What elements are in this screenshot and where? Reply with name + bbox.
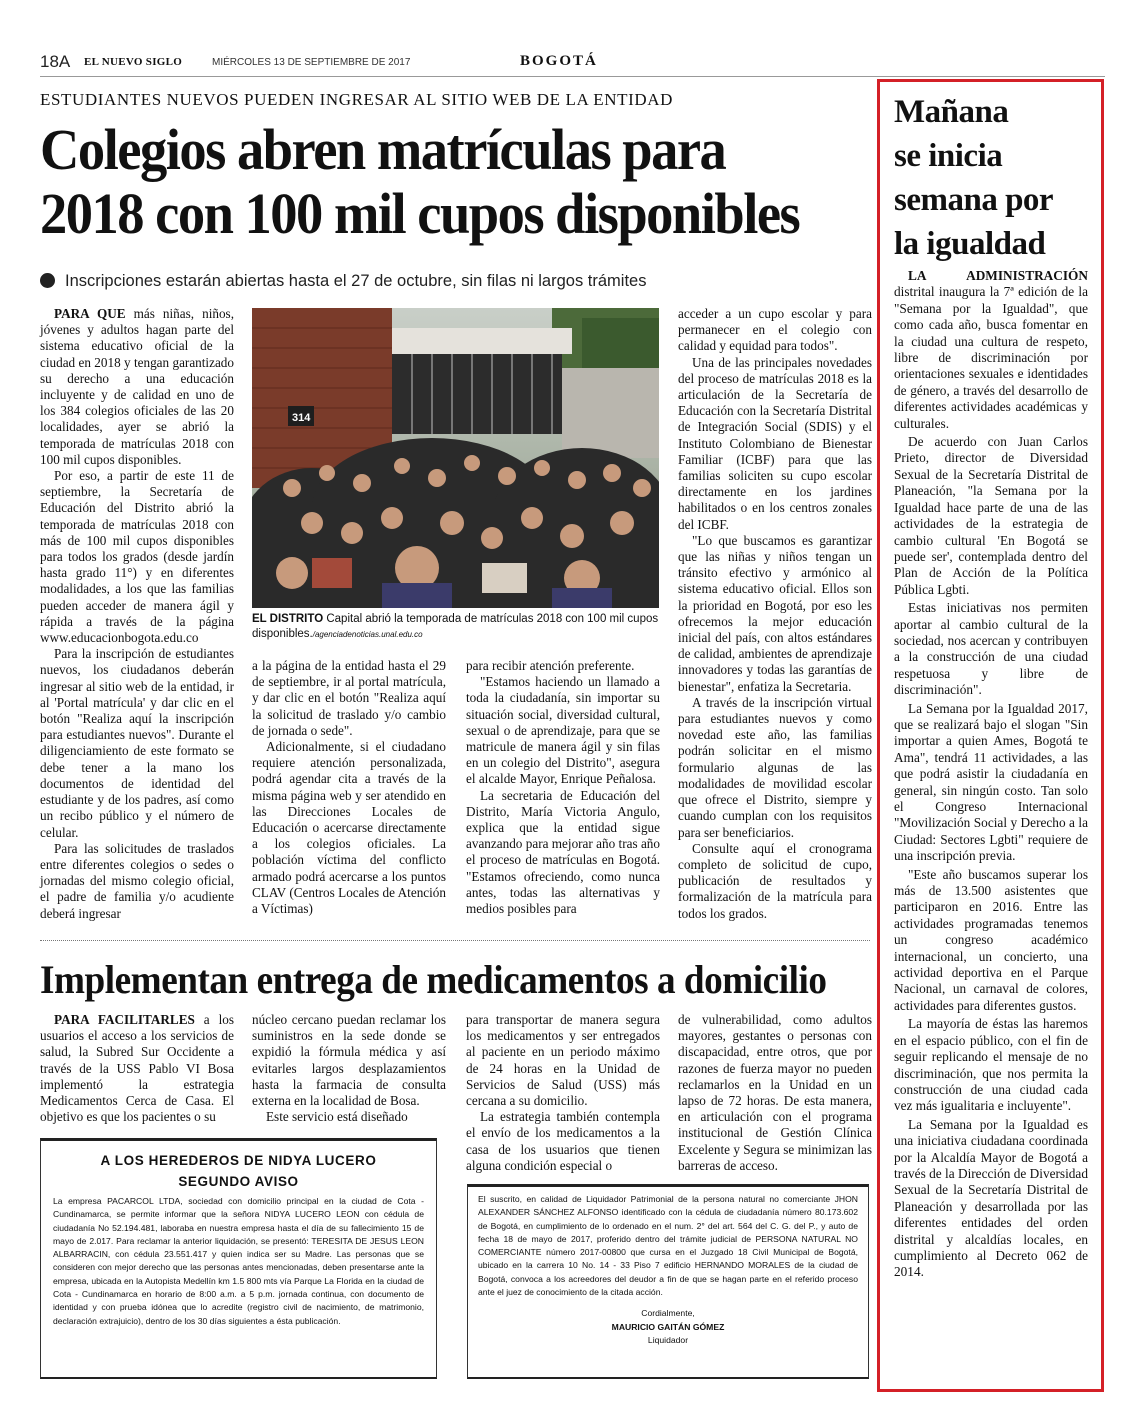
lead-in: PARA QUE — [54, 306, 126, 321]
notice-body: La empresa PACARCOL LTDA, sociedad con domicilio principal en la ciudad de Cota - Cundinamarca, se permite informar que la señora NIDYA LUCERO LEON con cédula de ciudadanía No 52.194.481, laboraba en nuestra empresa hasta el día de su fallecimiento 15 de mayo de 2.017. Para reclamar la anterior liquidación, se presentó: TERESITA DE JESUS LEON ALBARRACIN, con cédula 23.551.417 y quien indica ser su Madre. Las personas que se consideren con mejor derecho que las personas antes mencionadas, deben presentarse ante la empresa, ubicada en la Autopista Medellín km 1.5 800 mts vía Parque La Florida en la ciudad de Cota - Cundinamarca en horario de 8:00 a.m. a 5 p.m. jornada continua, con documento de identidad y con prueba idónea que lo acredite (registro civil de nacimiento, de matrimonio, declaración extrajuicio), dentro de los 30 días siguientes a ésta publicación. — [53, 1196, 424, 1326]
main-column-3 — [466, 658, 660, 917]
paragraph: PARA QUE más niñas, niños, jóvenes y adultos hagan parte del sistema educativo oficial de la ciudad en 2018 y tengan garantizado su derecho a una educación incluyente y de calidad en uno de los 384 colegios oficiales de las 20 localidades, ayer se abrió la temporada de matrículas 2018 con 100 mil cupos disponibles. — [40, 306, 234, 467]
page-header — [40, 50, 1105, 77]
paragraph: La estrategia también contempla el envío de los medicamentos a la casa de los usuarios que tienen alguna condición especial o — [466, 1109, 660, 1173]
paragraph: "Estamos haciendo un llamado a toda la ciudadanía, sin importar su situación social, diversidad cultural, sexual o de aprendizaje, para que se matricule de manera ágil y sin filas en un colegio del Distrito", asegura el alcalde Mayor, Enrique Peñalosa. — [466, 674, 660, 787]
main-headline — [40, 118, 820, 246]
section-name: BOGOTÁ — [520, 53, 598, 69]
second-column-3 — [466, 1012, 660, 1174]
paragraph: acceder a un cupo escolar y para permanecer en el colegio con calidad y equidad para todos". — [678, 306, 872, 354]
paragraph: Una de las principales novedades del proceso de matrículas 2018 es la articulación de la Secretaría de Educación con la Secretaría Distrital de Integración Social (SDIS) y el Instituto Colombiano de Bienestar Familiar (ICBF) para que las familias soliciten su cupo escolar directamente en los jardines habilitados o en los centros zonales del ICBF. — [678, 354, 872, 532]
paragraph: PARA FACILITARLES a los usuarios el acceso a los servicios de salud, la Subred Sur Occidente a través de la USS Pablo VI Bosa implementó la estrategia Medicamentos Cerca de Casa. El objetivo es que los pacientes o su — [40, 1012, 234, 1125]
paragraph: para recibir atención preferente. — [466, 658, 635, 673]
paragraph: De acuerdo con Juan Carlos Prieto, director de Diversidad Sexual de la Secretaría Distrital de Planeación, "la Semana por la Igualdad hace parte de una de las actividades de la estrategia de cambio cultural 'En Bogotá se puede ser', contemplada dentro del Plan de Acción de la Política Pública Lgbti. — [894, 434, 1088, 597]
paragraph: A través de la inscripción virtual para estudiantes nuevos y como novedad este año, las familias podrán solicitar en el mismo formulario algunas de las modalidades de movilidad escolar que ofrece el Distrito, siempre y cuando cumplan con los requisitos para ser beneficiarios. — [678, 694, 872, 840]
lead-in: LA ADMINISTRACIÓN — [908, 268, 1088, 283]
paragraph: Por eso, a partir de este 11 de septiembre, la Secretaría de Educación del Distrito abrió la temporada de matrículas 2018 con más de 100 mil cupos disponibles para todos los grados (desde jardín hasta grado 11°) y en diferentes modalidades, a los que las familias pueden acceder de manera ágil y rápida a través de la página www.educacionbogota.edu.co — [40, 468, 234, 646]
main-column-1 — [40, 306, 234, 922]
notice-subtitle: SEGUNDO AVISO — [178, 1174, 299, 1189]
caption-text: Capital abrió la temporada de matrículas 2018 con 100 mil cupos disponibles. — [252, 613, 659, 640]
caption-lead: EL DISTRITO — [252, 613, 324, 625]
notice-signer: MAURICIO GAITÁN GÓMEZ — [611, 1321, 725, 1332]
paragraph: Consulte aquí el cronograma completo de solicitud de cupo, publicación de resultados y formalización de la matrícula para todos los grados. — [678, 840, 872, 921]
paragraph: La mayoría de éstas las haremos en el espacio público, con el fin de seguir replicando el mensaje de no discriminación, que nos permita la construcción de una ciudad cada vez más igualitaria e incluyente". — [894, 1016, 1088, 1114]
paragraph: "Lo que buscamos es garantizar que las niñas y niños tengan un tránsito efectivo y armónico al sistema educativo oficial. Ellos son la prioridad en Bogotá, por eso les ofrecemos la mejor educación inicial del país, con altos estándares de calidad, ambientes de aprendizaje innovadores y todas las garantías de bienestar", enfatiza la Secretaria. — [678, 532, 872, 694]
paragraph: La secretaria de Educación del Distrito, María Victoria Angulo, explica que la entidad sigue avanzando para mejorar año tras año el proceso de matrículas en Bogotá. "Estamos ofreciendo, como nunca antes, todas las alternativas y medios posibles para — [466, 787, 660, 917]
paragraph: La Semana por la Igualdad 2017, que se realizará bajo el slogan "Sin importar a quien Ames, Bogotá te Ama", tendrá 11 actividades, a las que podrá asistir la ciudadanía en general, sin ningún costo. Tan solo el Congreso Internacional "Movilización Social y Derecho a la Ciudad: Sectores Lgbti" requiere de una inscripción previa. — [894, 700, 1088, 864]
paragraph: para transportar de manera segura los medicamentos y ser entregados al paciente en un periodo máximo de 24 horas en la Unidad de Servicios de Salud (USS) más cercana a su domicilio. — [466, 1012, 660, 1109]
sidebar-body — [894, 268, 1088, 1283]
paragraph: Para la inscripción de estudiantes nuevos, los ciudadanos deberán ingresar al sitio web de la entidad, ir al 'Portal matrícula' y dar clic en el botón "Realiza aquí la inscripción para estudiantes nuevos". Durante el diligenciamiento de este formato se debe tener a la mano los documentos de identidad del estudiante y de los padres, así como un recibo público y el número de celular. — [40, 646, 234, 840]
paragraph: núcleo cercano puedan reclamar los suministros en la sede donde se expidió la fórmula médica y así evitarles largos desplazamientos hasta la farmacia de consulta externa en la localidad de Bosa. — [252, 1012, 446, 1109]
main-column-2 — [252, 658, 446, 917]
notice-closing: Cordialmente, — [641, 1308, 695, 1319]
paragraph: Para las solicitudes de traslados entre diferentes colegios o sedes o jornadas del mismo colegio oficial, el padre de familia y/o acudiente deberá ingresar — [40, 840, 234, 921]
second-column-2 — [252, 1012, 446, 1125]
sidebar-story — [877, 79, 1104, 1392]
section-divider — [40, 940, 870, 941]
notice-title: A LOS HEREDEROS DE NIDYA LUCERO — [100, 1153, 377, 1168]
page-number: 18A — [40, 52, 71, 71]
legal-notice-liquidator — [467, 1184, 869, 1379]
notice-role: Liquidador — [647, 1334, 689, 1345]
notice-body: El suscrito, en calidad de Liquidador Patrimonial de la persona natural no comerciante JHON ALEXANDER SÁNCHEZ ALFONSO identificado con la cédula de ciudadanía número 80.173.602 de Bogotá, en cumplimiento de lo ordenado en el num. 2° del art. 564 del C. G. del P., y auto de fecha 18 de mayo de 2017, proferido dentro del trámite judicial de PERSONA NATURAL NO COMERCIANTE número 2017-00800 que cursa en el Juzgado 18 Civil Municipal de Bogotá, ubicado en la carrera 10 No. 14 - 33 Piso 7 edificio HERNANDO MORALES de la ciudad de Bogotá, convoca a los acreedores del deudor a fin de que se hagan parte en el referido proceso ante el juez de conocimiento de la citada acción. — [478, 1194, 858, 1298]
photo-credit: /agenciadenoticias.unal.edu.co — [312, 630, 423, 639]
paragraph: Adicionalmente, si el ciudadano requiere atención personalizada, podrá agendar cita a través de la misma página web y ser atendido en las Direcciones Locales de Educación o acercarse directamente a los colegios oficiales. La población víctima del conflicto armado podrá acercarse a los puntos CLAV (Centros Locales de Atención a Víctimas) — [252, 739, 446, 917]
newspaper-name: EL NUEVO SIGLO — [84, 56, 183, 68]
lead-in: PARA FACILITARLES — [54, 1012, 195, 1027]
paragraph: de vulnerabilidad, como adultos mayores, gestantes o personas con discapacidad, entre otros, que por razones de fuerza mayor no pueden reclamarlos en la Unidad en un lapso de 72 horas. De esta manera, en articulación con el programa institucional de Gestión Clínica Excelente y Segura se minimizan las barreras de acceso. — [678, 1012, 872, 1173]
main-column-4 — [678, 306, 872, 922]
subhead-text: Inscripciones estarán abiertas hasta el 27 de octubre, sin filas ni largos trámites — [65, 272, 647, 290]
room-sign: 314 — [292, 412, 311, 424]
paragraph: La Semana por la Igualdad es una iniciativa ciudadana coordinada por la Alcaldía Mayor de Bogotá a través de la Dirección de Diversidad Sexual de la Secretaría Distrital de Planeación y desarrollada por las diferentes entidades del orden distrital y alcaldías locales, en cumplimiento al Decreto 062 de 2014. — [894, 1116, 1088, 1280]
main-headline-line2: 2018 con 100 mil cupos disponibles — [40, 181, 800, 246]
bullet-icon — [40, 273, 55, 288]
main-subhead — [40, 272, 870, 291]
paragraph: a la página de la entidad hasta el 29 de septiembre, ir al portal matrícula, y dar clic en el botón "Realiza aquí la solicitud de traslado y/o cambio de jornada o sede". — [252, 658, 446, 738]
paragraph: Estas iniciativas nos permiten aportar al cambio cultural de la sociedad, nos acercan y contribuyen a la construcción de una ciudad respetuosa y libre de discriminación". — [894, 600, 1088, 698]
issue-date: MIÉRCOLES 13 DE SEPTIEMBRE DE 2017 — [212, 57, 411, 68]
main-kicker: ESTUDIANTES NUEVOS PUEDEN INGRESAR AL SITIO WEB DE LA ENTIDAD — [40, 90, 673, 109]
news-photo — [252, 308, 659, 608]
second-column-1 — [40, 1012, 234, 1125]
legal-notice-heirs — [40, 1138, 437, 1379]
paragraph: Este servicio está diseñado — [266, 1109, 408, 1125]
paragraph: LA ADMINISTRACIÓN distrital inaugura la 7ª edición de la "Semana por la Igualdad", que como cada año, busca fomentar en la ciudad una cultura de respeto, libre de discriminación por orientaciones sexuales e identidades de género, a través del desarrollo de diferentes actividades académicas y culturales. — [894, 268, 1088, 431]
photo-caption — [252, 612, 662, 642]
main-headline-line1: Colegios abren matrículas para — [40, 117, 726, 182]
second-headline: Implementan entrega de medicamentos a domicilio — [40, 957, 827, 1002]
paragraph: "Este año buscamos superar los más de 13.500 asistentes que participaron en 2016. Entre las actividades programadas tenemos un congreso académico internacional, un concierto, una actividad deportiva en el Parque Nacional, un carnaval de colores, actividades para diferentes gustos. — [894, 866, 1088, 1013]
crowd-photo-image — [252, 308, 659, 608]
second-column-4 — [678, 1012, 872, 1174]
sidebar-headline: Mañana se inicia semana por la igualdad — [894, 94, 1054, 262]
